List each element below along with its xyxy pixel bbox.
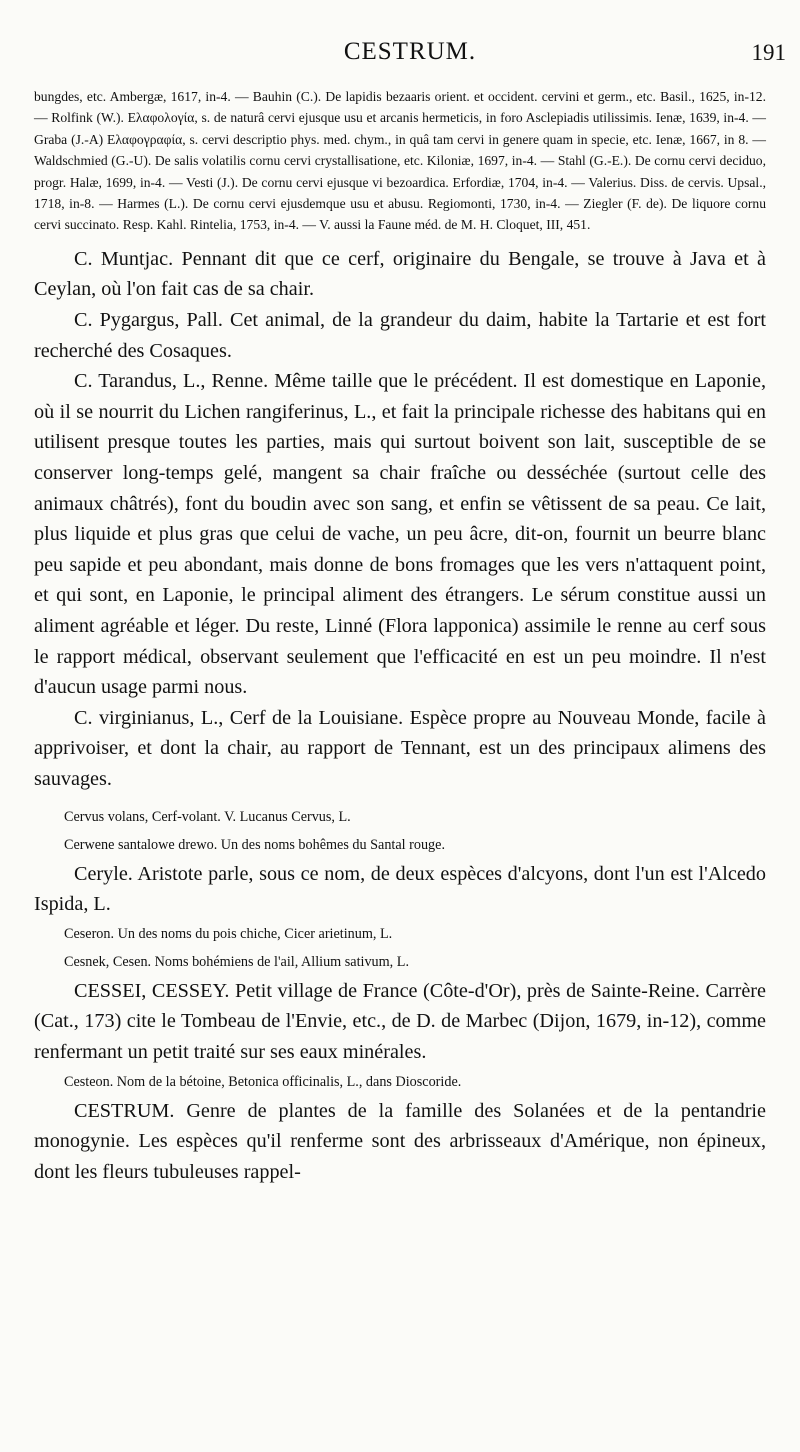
entry-virginianus: C. virginianus, L., Cerf de la Louisiane. Espèce propre au Nouveau Monde, facile à apprivoiser, et dont la chair, au rapport de Tennant, est un des principaux alimens des sauvages. [34, 706, 766, 790]
entry-muntjac: C. Muntjac. Pennant dit que ce cerf, originaire du Bengale, se trouve à Java et à Ceylan, où l'on fait cas de sa chair. [34, 247, 766, 301]
entry-pygargus: C. Pygargus, Pall. Cet animal, de la grandeur du daim, habite la Tartarie et est fort recherché des Cosaques. [34, 309, 766, 362]
entry-ceryle: Ceryle. Aristote parle, sous ce nom, de deux espèces d'alcyons, dont l'un est l'Alcedo Ispida, L. [34, 862, 766, 916]
running-title: CESTRUM. [343, 38, 477, 65]
page-number: 191 [751, 40, 786, 65]
entry-cerwene: Cerwene santalowe drewo. Un des noms bohêmes du Santal rouge. [64, 836, 445, 853]
entry-tarandus: C. Tarandus, L., Renne. Même taille que le précédent. Il est domestique en Laponie, où il se nourrit du Lichen rangiferinus, L., et fait la principale richesse des habitans qui en utilisent presque toutes les parties, mais qui surtout boivent son lait, susceptible de se conserver long-temps gelé, mangent sa chair fraîche ou desséchée (surtout celle des animaux châtrés), font du boudin avec son sang, et enfin se vêtissent de sa peau. Ce lait, plus liquide et plus gras que celui de vache, un peu âcre, dit-on, fournit un beurre blanc peu sapide et peu abondant, mais donne de bons fromages que les vers n'attaquent point, et qui sont, en Laponie, le principal aliment des étrangers. Le sérum constitue aussi un aliment agréable et léger. Du reste, Linné (Flora lapponica) assimile le renne au cerf sous le rapport médical, observant seulement que l'efficacité en est un peu moindre. Il n'est d'aucun usage parmi nous. [34, 370, 766, 699]
entry-cervus-volans: Cervus volans, Cerf-volant. V. Lucanus Cervus, L. [64, 808, 351, 825]
entry-cestrum: CESTRUM. Genre de plantes de la famille des Solanées et de la pentandrie monogynie. Les espèces qu'il renferme sont des arbrisseaux d'Amérique, non épineux, dont les fleurs tubuleuses rappel- [34, 1099, 766, 1183]
entry-cesnek: Cesnek, Cesen. Noms bohémiens de l'ail, Allium sativum, L. [64, 953, 409, 970]
entry-cesteon: Cesteon. Nom de la bétoine, Betonica officinalis, L., dans Dioscoride. [64, 1073, 462, 1090]
spacer [34, 795, 766, 803]
main-text [34, 244, 766, 1187]
page-header [34, 38, 786, 78]
entry-ceseron: Ceseron. Un des noms du pois chiche, Cicer arietinum, L. [64, 925, 393, 942]
entry-cessei: CESSEI, CESSEY. Petit village de France (Côte-d'Or), près de Sainte-Reine. Carrère (Cat., 173) cite le Tombeau de l'Envie, etc., de D. de Marbec (Dijon, 1679, in-12), comme renfermant un petit traité sur ses eaux minérales. [34, 979, 766, 1063]
page-content [34, 86, 766, 1187]
bibliography-references: bungdes, etc. Ambergæ, 1617, in-4. — Bauhin (C.). De lapidis bezaaris orient. et occident. cervini et germ., etc. Basil., 1625, in-12. — Rolfink (W.). Ελαφολογία, s. de naturâ cervi ejusque usu et arcanis hermeticis, in foro Asclepiadis utilissimis. Ienæ, 1639, in-4. — Graba (J.-A) Ελαφογραφία, s. cervi descriptio phys. med. chym., in quâ tam cervi in genere quam in specie, etc. Ienæ, 1667, in 8. — Waldschmied (G.-U). De salis volatilis cornu cervi crystallisatione, etc. Kiloniæ, 1697, in-4. — Stahl (G.-E.). De cornu cervi deciduo, progr. Halæ, 1699, in-4. — Vesti (J.). De cornu cervi ejusque vi bezoardica. Erfordiæ, 1704, in-4. — Valerius. Diss. de cervis. Upsal., 1718, in-8. — Harmes (L.). De cornu cervi ejusdemque usu et abusu. Regiomonti, 1730, in-4. — Ziegler (F. de). De liquore cornu cervi succinato. Resp. Kahl. Rintelia, 1753, in-4. — V. aussi la Faune méd. de M. H. Cloquet, III, 451. [34, 89, 766, 233]
